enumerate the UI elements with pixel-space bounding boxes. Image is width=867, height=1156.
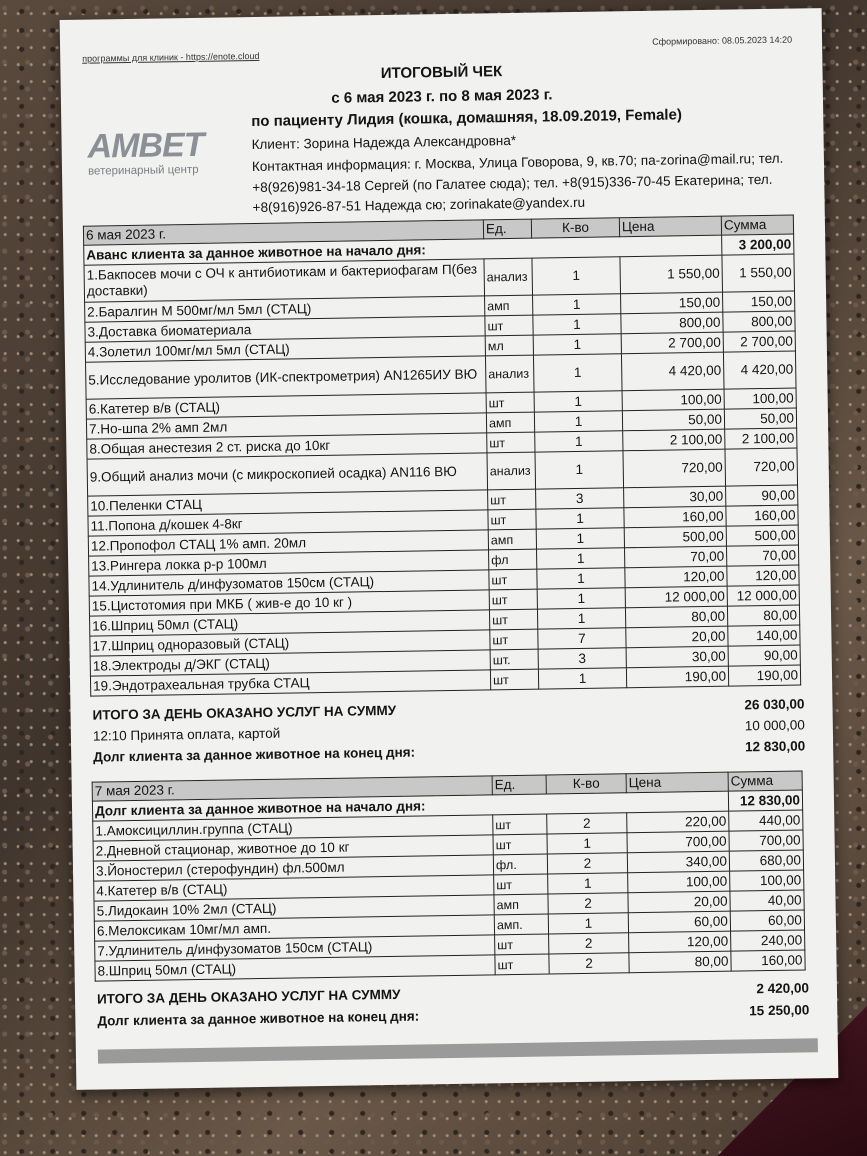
item-qty: 7 bbox=[538, 628, 626, 649]
item-qty: 2 bbox=[547, 853, 627, 874]
client-name: Клиент: Зорина Надежда Александровна* bbox=[251, 132, 517, 153]
item-unit: анализ bbox=[485, 355, 534, 393]
item-unit: шт bbox=[489, 589, 537, 610]
item-qty: 1 bbox=[534, 411, 622, 432]
item-unit: шт bbox=[493, 834, 547, 855]
item-name: 7.Но-шпа 2% амп 2мл bbox=[86, 413, 486, 439]
item-sum: 720,00 bbox=[725, 448, 798, 486]
day1-total-label: ИТОГО ЗА ДЕНЬ ОКАЗАНО УСЛУГ НА СУММУ bbox=[92, 702, 397, 723]
day2-total-value: 2 420,00 bbox=[756, 980, 810, 997]
item-name: 17.Шприц одноразовый (СТАЦ) bbox=[90, 630, 490, 656]
item-unit: шт bbox=[488, 489, 536, 510]
item-sum: 100,00 bbox=[730, 870, 804, 891]
item-price: 30,00 bbox=[624, 486, 726, 508]
item-price: 2 700,00 bbox=[621, 332, 723, 354]
item-price: 20,00 bbox=[628, 891, 730, 913]
item-qty: 1 bbox=[547, 833, 627, 854]
item-price: 340,00 bbox=[627, 851, 729, 873]
item-sum: 160,00 bbox=[731, 950, 805, 971]
item-name: 8.Шприц 50мл (СТАЦ) bbox=[95, 955, 495, 981]
item-qty: 1 bbox=[537, 568, 625, 589]
item-unit: анализ bbox=[487, 452, 536, 490]
item-sum: 100,00 bbox=[724, 388, 796, 409]
item-sum: 90,00 bbox=[728, 645, 800, 666]
item-name: 5.Исследование уролитов (ИК-спектрометрия) AN1265ИУ ВЮ bbox=[86, 356, 487, 399]
day1-summary bbox=[92, 696, 806, 765]
day1-closing-label: Долг клиента за данное животное на конец дня: bbox=[93, 744, 416, 765]
item-price: 700,00 bbox=[627, 831, 729, 853]
item-name: 2.Баралгин М 500мг/мл 5мл (СТАЦ) bbox=[85, 296, 485, 322]
item-unit: шт bbox=[495, 934, 549, 955]
item-price: 720,00 bbox=[623, 449, 726, 488]
item-sum: 150,00 bbox=[722, 291, 794, 312]
col-sum: Сумма bbox=[728, 771, 802, 791]
patient-info: по пациенту Лидия (кошка, домашняя, 18.09.2019, Female) bbox=[251, 106, 683, 131]
item-qty: 1 bbox=[548, 873, 628, 894]
item-qty: 2 bbox=[549, 933, 629, 954]
item-sum: 190,00 bbox=[728, 665, 800, 686]
item-price: 100,00 bbox=[622, 389, 724, 411]
day2-total-label: ИТОГО ЗА ДЕНЬ ОКАЗАНО УСЛУГ НА СУММУ bbox=[96, 986, 401, 1007]
item-unit: амп bbox=[488, 529, 536, 550]
item-qty: 1 bbox=[533, 354, 622, 392]
item-qty: 1 bbox=[536, 528, 624, 549]
item-price: 30,00 bbox=[626, 646, 728, 668]
item-name: 15.Цистотомия при МКБ ( жив-е до 10 кг ) bbox=[89, 590, 489, 616]
receipt-paper bbox=[60, 8, 839, 1090]
item-sum: 40,00 bbox=[730, 890, 804, 911]
day1-opening-label: Аванс клиента за данное животное на начало дня: bbox=[84, 235, 722, 265]
item-price: 100,00 bbox=[628, 871, 730, 893]
col-qty: К-во bbox=[531, 218, 619, 238]
item-sum: 680,00 bbox=[729, 850, 803, 871]
item-qty: 1 bbox=[532, 257, 621, 295]
day2-date: 7 мая 2023 г. bbox=[92, 776, 492, 801]
day1-payment-value: 10 000,00 bbox=[744, 717, 805, 734]
day1-payment-label: 12:10 Принята оплата, картой bbox=[92, 725, 281, 744]
item-sum: 240,00 bbox=[731, 930, 805, 951]
item-name: 6.Мелоксикам 10мг/мл амп. bbox=[94, 915, 494, 941]
item-name: 7.Удлинитель д/инфузоматов 150см (СТАЦ) bbox=[95, 935, 495, 961]
item-price: 120,00 bbox=[629, 931, 731, 953]
item-price: 160,00 bbox=[624, 506, 726, 528]
day1-total-value: 26 030,00 bbox=[744, 696, 805, 713]
item-qty: 1 bbox=[535, 451, 624, 489]
item-unit: амп bbox=[486, 412, 534, 433]
item-sum: 160,00 bbox=[726, 505, 798, 526]
item-sum: 120,00 bbox=[727, 565, 799, 586]
item-name: 10.Пеленки СТАЦ bbox=[88, 490, 488, 516]
item-sum: 2 100,00 bbox=[725, 428, 797, 449]
day1-closing-value: 12 830,00 bbox=[744, 738, 806, 755]
clinic-logo bbox=[87, 127, 248, 190]
item-unit: амп. bbox=[494, 914, 548, 935]
col-price: Цена bbox=[619, 216, 721, 237]
item-sum: 90,00 bbox=[726, 485, 798, 506]
item-qty: 1 bbox=[548, 913, 628, 934]
item-price: 220,00 bbox=[627, 811, 729, 833]
item-name: 6.Катетер в/в (СТАЦ) bbox=[86, 393, 486, 419]
item-qty: 1 bbox=[536, 508, 624, 529]
item-unit: шт bbox=[486, 392, 534, 413]
item-unit: шт bbox=[488, 509, 536, 530]
item-unit: шт bbox=[485, 315, 533, 336]
item-unit: шт. bbox=[490, 649, 538, 670]
item-qty: 1 bbox=[537, 588, 625, 609]
item-sum: 700,00 bbox=[729, 830, 803, 851]
item-unit: шт bbox=[490, 669, 538, 690]
item-unit: шт bbox=[490, 629, 538, 650]
day1-date: 6 мая 2023 г. bbox=[83, 220, 483, 245]
item-name: 1.Амоксициллин.группа (СТАЦ) bbox=[93, 815, 493, 841]
item-price: 50,00 bbox=[622, 409, 724, 431]
item-unit: шт bbox=[494, 874, 548, 895]
item-price: 70,00 bbox=[625, 546, 727, 568]
item-sum: 4 420,00 bbox=[723, 351, 796, 389]
item-unit: фл bbox=[489, 549, 537, 570]
day1-opening-value: 3 200,00 bbox=[722, 234, 794, 255]
day1-table bbox=[83, 215, 801, 697]
item-qty: 2 bbox=[549, 953, 629, 974]
item-name: 13.Рингера локка р-р 100мл bbox=[89, 550, 489, 576]
item-qty: 1 bbox=[537, 548, 625, 569]
item-price: 80,00 bbox=[629, 951, 731, 973]
item-price: 20,00 bbox=[626, 626, 728, 648]
item-qty: 1 bbox=[533, 294, 621, 315]
item-qty: 1 bbox=[533, 314, 621, 335]
day2-opening-value: 12 830,00 bbox=[728, 790, 802, 811]
item-price: 80,00 bbox=[625, 606, 727, 628]
item-qty: 3 bbox=[538, 648, 626, 669]
day2-table bbox=[92, 770, 806, 981]
item-unit: мл bbox=[485, 335, 533, 356]
col-sum: Сумма bbox=[721, 215, 793, 235]
day2-summary bbox=[96, 980, 810, 1029]
item-unit: шт bbox=[495, 954, 549, 975]
item-unit: шт bbox=[487, 432, 535, 453]
item-name: 1.Бакпосев мочи с ОЧ к антибиотикам и бактериофагам П(без доставки) bbox=[84, 259, 485, 302]
item-price: 1 550,00 bbox=[620, 255, 723, 294]
item-unit: анализ bbox=[484, 258, 533, 296]
generated-timestamp: Сформировано: 08.05.2023 14:20 bbox=[652, 34, 793, 47]
client-contact: Контактная информация: г. Москва, Улица Говорова, 9, кв.70; па-zorina@mail.ru; тел. +8(926)981-34-18 Сергей (по Галатее сюда); тел. +8(915)336-70-45 Екатерина; тел. +8(916)926-87-51 Надежда сю; zorinakate@yandex.ru bbox=[251, 150, 784, 216]
item-unit: фл. bbox=[493, 854, 547, 875]
col-unit: Ед. bbox=[492, 775, 546, 795]
item-name: 9.Общий анализ мочи (с микроскопией осадка) AN116 ВЮ bbox=[87, 453, 488, 496]
item-sum: 140,00 bbox=[728, 625, 800, 646]
item-name: 19.Эндотрахеальная трубка СТАЦ bbox=[90, 670, 490, 696]
item-qty: 1 bbox=[534, 391, 622, 412]
item-sum: 50,00 bbox=[724, 408, 796, 429]
item-name: 3.Доставка биоматериала bbox=[85, 316, 485, 342]
item-qty: 1 bbox=[538, 668, 626, 689]
item-price: 2 100,00 bbox=[623, 429, 725, 451]
col-qty: К-во bbox=[546, 774, 626, 794]
item-price: 190,00 bbox=[626, 666, 728, 688]
item-name: 4.Катетер в/в (СТАЦ) bbox=[94, 875, 494, 901]
item-qty: 1 bbox=[535, 431, 623, 452]
item-price: 500,00 bbox=[624, 526, 726, 548]
item-name: 5.Лидокаин 10% 2мл (СТАЦ) bbox=[94, 895, 494, 921]
item-price: 800,00 bbox=[621, 312, 723, 334]
item-qty: 2 bbox=[547, 813, 627, 834]
col-unit: Ед. bbox=[483, 219, 531, 239]
item-name: 2.Дневной стационар, животное до 10 кг bbox=[93, 835, 493, 861]
item-sum: 1 550,00 bbox=[722, 254, 795, 292]
item-unit: шт bbox=[493, 814, 547, 835]
day2-opening-label: Долг клиента за данное животное на начало дня: bbox=[92, 791, 728, 821]
item-name: 11.Попона д/кошек 4-8кг bbox=[88, 510, 488, 536]
receipt-period: с 6 мая 2023 г. по 8 мая 2023 г. bbox=[331, 86, 553, 107]
item-sum: 440,00 bbox=[729, 810, 803, 831]
item-sum: 800,00 bbox=[723, 311, 795, 332]
item-sum: 2 700,00 bbox=[723, 331, 795, 352]
item-unit: амп bbox=[485, 295, 533, 316]
footer-bar bbox=[98, 1038, 818, 1063]
item-sum: 500,00 bbox=[726, 525, 798, 546]
day2-closing-label: Долг клиента за данное животное на конец дня: bbox=[97, 1008, 420, 1029]
col-price: Цена bbox=[626, 772, 728, 793]
item-qty: 1 bbox=[533, 334, 621, 355]
item-price: 150,00 bbox=[621, 292, 723, 314]
item-name: 4.Золетил 100мг/мл 5мл (СТАЦ) bbox=[85, 336, 485, 362]
item-sum: 80,00 bbox=[727, 605, 799, 626]
item-price: 120,00 bbox=[625, 566, 727, 588]
item-name: 16.Шприц 50мл (СТАЦ) bbox=[90, 610, 490, 636]
item-name: 12.Пропофол СТАЦ 1% амп. 20мл bbox=[88, 530, 488, 556]
item-name: 14.Удлинитель д/инфузоматов 150см (СТАЦ) bbox=[89, 570, 489, 596]
logo-mark: AMBET bbox=[87, 125, 204, 166]
receipt-title: ИТОГОВЫЙ ЧЕК bbox=[380, 63, 503, 83]
item-sum: 60,00 bbox=[730, 910, 804, 931]
software-link: программы для клиник - https://enote.cloud bbox=[82, 50, 260, 64]
item-unit: амп bbox=[494, 894, 548, 915]
item-unit: шт bbox=[489, 569, 537, 590]
item-price: 60,00 bbox=[628, 911, 730, 933]
item-name: 18.Электроды д/ЭКГ (СТАЦ) bbox=[90, 650, 490, 676]
day2-closing-value: 15 250,00 bbox=[749, 1002, 810, 1019]
item-name: 3.Йоностерил (стерофундин) фл.500мл bbox=[93, 855, 493, 881]
item-price: 4 420,00 bbox=[621, 352, 724, 391]
logo-subtitle: ветеринарный центр bbox=[87, 163, 199, 178]
item-sum: 12 000,00 bbox=[727, 585, 799, 606]
item-unit: шт bbox=[489, 609, 537, 630]
item-price: 12 000,00 bbox=[625, 586, 727, 608]
item-sum: 70,00 bbox=[726, 545, 798, 566]
item-name: 8.Общая анестезия 2 ст. риска до 10кг bbox=[87, 433, 487, 459]
item-qty: 1 bbox=[537, 608, 625, 629]
item-qty: 2 bbox=[548, 893, 628, 914]
item-qty: 3 bbox=[536, 488, 624, 509]
